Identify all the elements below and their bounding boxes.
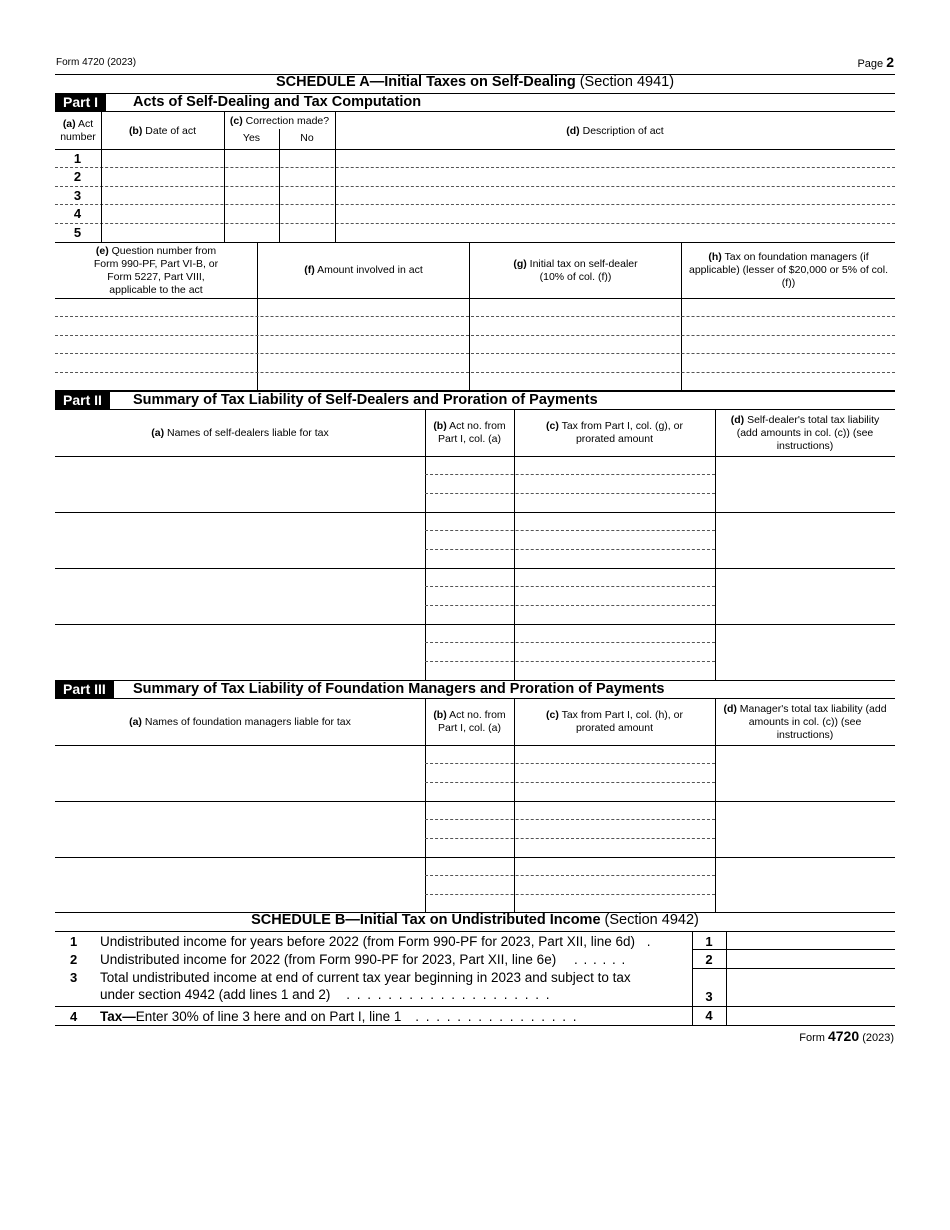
part1-col-d-bold: (d) — [566, 124, 580, 137]
part1-col-c-text: Correction made? — [245, 114, 330, 127]
form-id: Form 4720 (2023) — [56, 57, 137, 68]
part1-date-field[interactable] — [102, 150, 223, 167]
schedule-b-title-section: (Section 4942) — [604, 912, 699, 928]
schedule-b-line3-amount[interactable] — [727, 969, 894, 1005]
part1-col-g-text: Initial tax on self-dealer (10% of col. (f)) — [529, 257, 638, 283]
schedule-a-title — [55, 74, 895, 90]
part2-title: Summary of Tax Liability of Self-Dealers and Proration of Payments — [133, 392, 598, 408]
part1-col-h-bold: (h) — [708, 251, 722, 263]
part1-col-e-header — [55, 243, 257, 298]
part3-col-a-text: Names of foundation managers liable for tax — [144, 715, 351, 728]
part2-col-a-bold: (a) — [151, 426, 165, 439]
page-indicator — [857, 54, 894, 70]
part1-col-d-text: Description of act — [582, 124, 664, 137]
schedule-b-title — [55, 912, 895, 928]
page-label: Page — [857, 58, 884, 70]
part1-yes-field[interactable] — [225, 150, 278, 167]
footer-form-number: 4720 — [827, 1028, 860, 1044]
schedule-b-line2-amount[interactable] — [727, 950, 894, 967]
part1-label: Part I — [55, 94, 106, 111]
part3-label: Part III — [55, 681, 114, 698]
part2-col-c-bold: (c) — [546, 420, 559, 432]
part3-header — [55, 680, 895, 698]
schedule-b-line4-amount[interactable] — [727, 1007, 894, 1024]
part3-col-d-bold: (d) — [723, 702, 737, 715]
part1-row-number: 3 — [73, 188, 82, 203]
part2-col-b-text: Act no. from Part I, col. (a) — [437, 420, 506, 445]
part2-tax-field[interactable] — [515, 457, 714, 474]
schedule-b-box-label: 4 — [705, 1008, 713, 1023]
part1-col-c-yes: Yes — [242, 131, 261, 144]
part2-label: Part II — [55, 392, 110, 409]
schedule-b-line-number: 3 — [70, 970, 78, 985]
part1-row-number: 5 — [73, 225, 82, 240]
part3-tax-field[interactable] — [515, 746, 714, 763]
schedule-b-line-text — [100, 1009, 578, 1024]
part1-col-c-bold: (c) — [229, 114, 243, 127]
part3-col-a-header — [55, 699, 425, 745]
part2-col-a-text: Names of self-dealers liable for tax — [167, 426, 329, 439]
schedule-b-line-text — [100, 934, 651, 949]
part2-name-field[interactable] — [56, 457, 424, 511]
part2-act-no-field[interactable] — [426, 457, 513, 474]
schedule-b-line2-dots: . . . . . . — [573, 952, 627, 967]
part1-col-f-bold: (f) — [304, 264, 315, 276]
schedule-b-line3-continuation: under section 4942 (add lines 1 and 2) — [100, 987, 331, 1002]
part1-row-number: 2 — [73, 169, 82, 184]
schedule-b-line-number: 4 — [70, 1009, 78, 1024]
part1-col-e-text: Question number from Form 990-PF, Part VI-B, or Form 5227, Part VIII, applicable to the act — [93, 244, 219, 296]
part1-col-g-bold: (g) — [513, 257, 527, 270]
schedule-a-title-section: (Section 4941) — [579, 74, 675, 90]
schedule-b-line1-text: Undistributed income for years before 2022 (from Form 990-PF for 2023, Part XII, line 6d) — [100, 934, 635, 949]
part1-amount-field[interactable] — [258, 299, 468, 316]
part2-col-b-header — [425, 410, 514, 456]
part1-no-field[interactable] — [280, 150, 334, 167]
schedule-b-box-label: 3 — [705, 989, 713, 1004]
part3-name-field[interactable] — [56, 746, 424, 800]
part3-title: Summary of Tax Liability of Foundation Managers and Proration of Payments — [133, 681, 665, 697]
part1-col-c-header — [224, 113, 335, 129]
part2-header — [55, 391, 895, 409]
part1-col-d-header — [335, 113, 895, 149]
part1-col-b-bold: (b) — [128, 124, 143, 137]
part1-col-b-text: Date of act — [145, 124, 197, 137]
schedule-b-line4-bold: Tax— — [100, 1009, 136, 1024]
part1-col-g-header — [470, 243, 681, 298]
part1-description-field[interactable] — [336, 150, 894, 167]
part1-header — [55, 93, 895, 111]
part3-col-b-text: Act no. from Part I, col. (a) — [437, 709, 506, 734]
part3-col-c-header — [514, 699, 715, 745]
part2-col-d-header — [715, 410, 895, 456]
schedule-b-title-bold: SCHEDULE B—Initial Tax on Undistributed Income — [251, 912, 601, 928]
part2-col-b-bold: (b) — [433, 420, 447, 432]
part1-col-a-header — [55, 113, 101, 149]
schedule-b-line4-text: Enter 30% of line 3 here and on Part I, line 1 — [135, 1009, 402, 1024]
part1-col-a-bold: (a) — [62, 118, 76, 130]
schedule-b-line3-text2 — [100, 987, 551, 1002]
part1-col-h-header — [682, 243, 895, 298]
part3-act-no-field[interactable] — [426, 746, 513, 763]
footer-year: (2023) — [862, 1032, 894, 1044]
part3-col-c-bold: (c) — [546, 709, 559, 721]
schedule-b-line1-dots: . — [646, 934, 651, 949]
part1-col-h-text: Tax on foundation managers (if applicable) (lesser of $20,000 or 5% of col. (f)) — [688, 251, 889, 289]
part3-col-b-header — [425, 699, 514, 745]
part1-manager-tax-field[interactable] — [682, 299, 894, 316]
part2-col-a-header — [55, 410, 425, 456]
part1-row-number: 1 — [73, 151, 82, 166]
part1-row-number: 4 — [73, 206, 82, 221]
part2-col-c-text: Tax from Part I, col. (g), or prorated amount — [561, 420, 683, 445]
footer-form-label: Form — [799, 1032, 825, 1044]
part2-col-d-text: Self-dealer's total tax liability (add amounts in col. (c)) (see instructions) — [736, 413, 880, 452]
schedule-b-line4-dots: . . . . . . . . . . . . . . . . — [415, 1009, 578, 1024]
part1-question-field[interactable] — [56, 299, 256, 316]
schedule-b-line2-text: Undistributed income for 2022 (from Form 990-PF for 2023, Part XII, line 6e) — [100, 952, 557, 967]
schedule-b-line1-amount[interactable] — [727, 932, 894, 948]
part1-title: Acts of Self-Dealing and Tax Computation — [133, 94, 422, 110]
part2-col-d-bold: (d) — [730, 413, 745, 426]
schedule-a-title-bold: SCHEDULE A—Initial Taxes on Self-Dealing — [275, 74, 576, 90]
part1-col-e-bold: (e) — [95, 244, 109, 257]
part1-col-f-text: Amount involved in act — [317, 264, 423, 276]
part3-col-c-text: Tax from Part I, col. (h), or prorated amount — [561, 709, 683, 734]
schedule-b-line-number: 2 — [70, 952, 78, 967]
part1-initial-tax-field[interactable] — [470, 299, 680, 316]
schedule-b-box-label: 2 — [705, 952, 713, 967]
part2-total-field[interactable] — [716, 457, 894, 511]
part1-col-c-no: No — [300, 131, 314, 144]
footer-form-id — [799, 1028, 894, 1044]
schedule-b-line3-dots: . . . . . . . . . . . . . . . . . . . . — [346, 987, 551, 1002]
schedule-b-box-label: 1 — [705, 934, 713, 949]
page-number: 2 — [886, 54, 894, 70]
part3-col-d-header — [715, 699, 895, 745]
part3-total-field[interactable] — [716, 746, 894, 800]
schedule-b-line-number: 1 — [70, 934, 78, 949]
schedule-b-line-text — [100, 952, 626, 967]
part2-col-c-header — [514, 410, 715, 456]
part1-col-f-header — [258, 243, 469, 298]
part3-col-d-text: Manager's total tax liability (add amounts in col. (c)) (see instructions) — [739, 702, 887, 741]
part3-col-b-bold: (b) — [433, 709, 447, 721]
part1-col-a-text: Act number — [60, 118, 96, 143]
part1-col-b-header — [101, 113, 224, 149]
part3-col-a-bold: (a) — [129, 715, 142, 728]
schedule-b-line3-text: Total undistributed income at end of current tax year beginning in 2023 and subject to tax — [100, 970, 631, 985]
